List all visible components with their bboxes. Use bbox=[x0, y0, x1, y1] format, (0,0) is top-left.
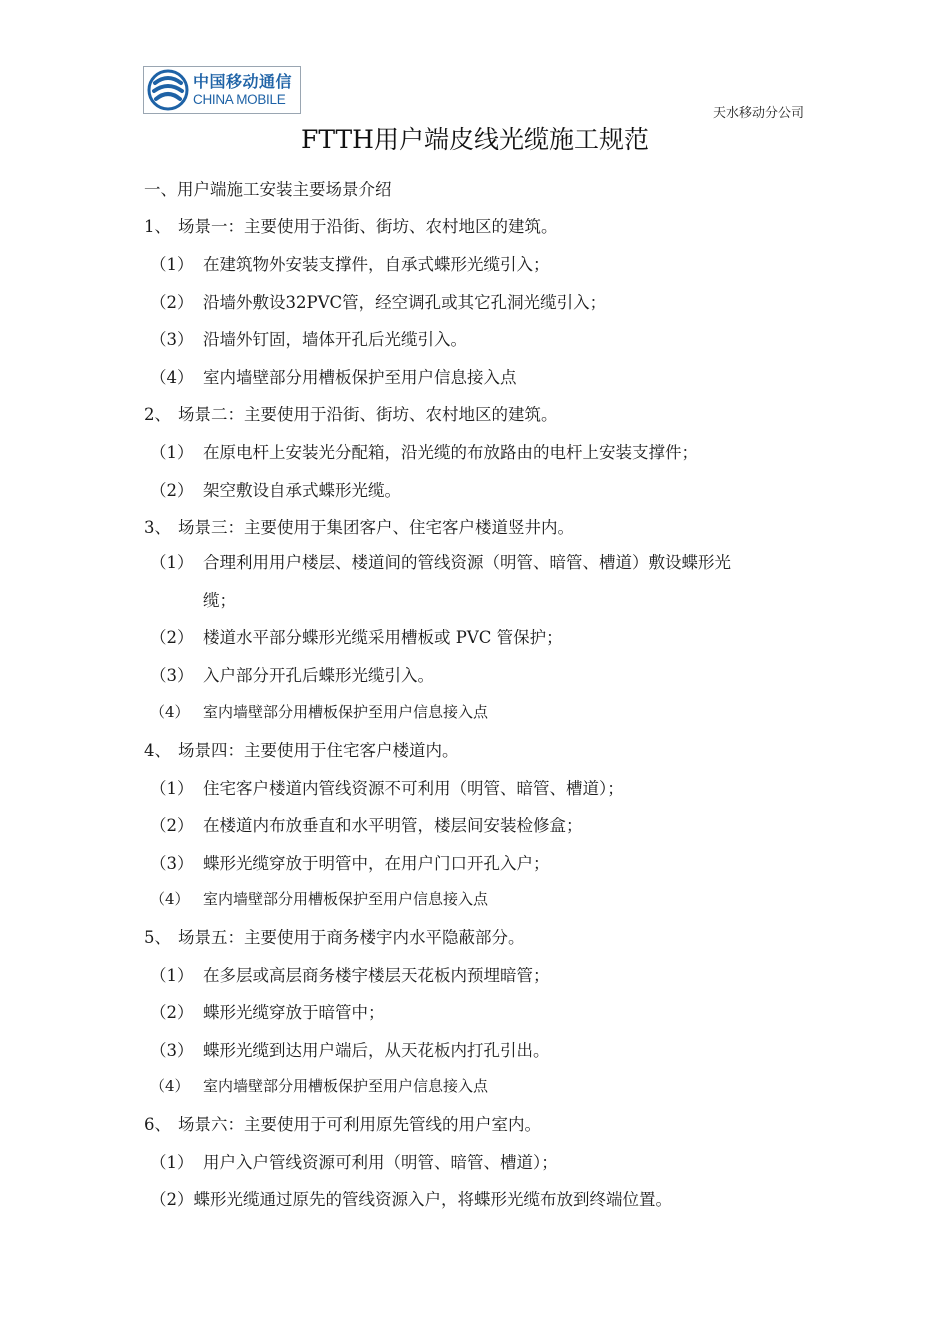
item-text: 沿墙外敷设32PVC管，经空调孔或其它孔洞光缆引入； bbox=[203, 293, 607, 312]
item-number: （2） bbox=[150, 481, 194, 500]
item-number: 3、 bbox=[144, 518, 171, 537]
item-number: 2、 bbox=[144, 405, 171, 424]
logo-chinese-text: 中国移动通信 bbox=[193, 71, 293, 91]
item-text: 入户部分开孔后蝶形光缆引入。 bbox=[203, 666, 434, 685]
item-text: 室内墙壁部分用槽板保护至用户信息接入点 bbox=[203, 368, 517, 387]
item-number: 4、 bbox=[144, 741, 171, 760]
item-text: 沿墙外钉固，墙体开孔后光缆引入。 bbox=[203, 330, 467, 349]
item-number: 1、 bbox=[144, 217, 171, 236]
item-text: 住宅客户楼道内管线资源不可利用（明管、暗管、槽道）； bbox=[203, 779, 624, 798]
item-number: （1） bbox=[150, 553, 194, 572]
item-text: 架空敷设自承式蝶形光缆。 bbox=[203, 481, 401, 500]
item-text: 场景六：主要使用于可利用原先管线的用户室内。 bbox=[178, 1115, 541, 1134]
item-number: （3） bbox=[150, 1041, 194, 1060]
item-text: 蝶形光缆到达用户端后，从天花板内打孔引出。 bbox=[203, 1041, 550, 1060]
item-text: 蝶形光缆穿放于暗管中； bbox=[203, 1003, 385, 1022]
item-text: 场景四：主要使用于住宅客户楼道内。 bbox=[178, 741, 459, 760]
item-text: 室内墙壁部分用槽板保护至用户信息接入点 bbox=[203, 703, 489, 721]
item-text: 合理利用用户楼层、楼道间的管线资源（明管、暗管、槽道）敷设蝶形光 bbox=[203, 553, 731, 572]
item-number: （1） bbox=[150, 966, 194, 985]
item-text: 在多层或高层商务楼宇楼层天花板内预埋暗管； bbox=[203, 966, 550, 985]
item-text: 室内墙壁部分用槽板保护至用户信息接入点 bbox=[203, 1077, 489, 1095]
item-text: 场景五：主要使用于商务楼宇内水平隐蔽部分。 bbox=[178, 928, 525, 947]
item-number: （4） bbox=[150, 703, 190, 721]
company-name: 天水移动分公司 bbox=[712, 106, 804, 121]
china-mobile-logo bbox=[143, 66, 301, 114]
item-number: （2） bbox=[150, 628, 194, 647]
item-number: （1） bbox=[150, 779, 194, 798]
item-text: （2）蝶形光缆通过原先的管线资源入户，将蝶形光缆布放到终端位置。 bbox=[150, 1190, 672, 1209]
item-text: 一、用户端施工安装主要场景介绍 bbox=[144, 180, 392, 199]
item-text: 蝶形光缆穿放于明管中，在用户门口开孔入户； bbox=[203, 854, 550, 873]
item-number: （1） bbox=[150, 1153, 194, 1172]
item-number: （3） bbox=[150, 666, 194, 685]
item-number: （3） bbox=[150, 854, 194, 873]
item-number: （2） bbox=[150, 1003, 194, 1022]
item-text: 在楼道内布放垂直和水平明管，楼层间安装检修盒； bbox=[203, 816, 583, 835]
item-text: 室内墙壁部分用槽板保护至用户信息接入点 bbox=[203, 890, 489, 908]
item-number: （2） bbox=[150, 816, 194, 835]
china-mobile-emblem-icon bbox=[147, 69, 189, 111]
logo-english-text: CHINA MOBILE bbox=[193, 91, 286, 107]
item-text: 用户入户管线资源可利用（明管、暗管、槽道）； bbox=[203, 1153, 558, 1172]
item-number: （3） bbox=[150, 330, 194, 349]
item-number: （4） bbox=[150, 368, 194, 387]
item-text: 在原电杆上安装光分配箱，沿光缆的布放路由的电杆上安装支撑件； bbox=[203, 443, 698, 462]
item-number: 5、 bbox=[144, 928, 171, 947]
item-text: 场景一：主要使用于沿街、街坊、农村地区的建筑。 bbox=[178, 217, 558, 236]
item-text: 缆； bbox=[203, 591, 236, 610]
item-text: 楼道水平部分蝶形光缆采用槽板或 PVC 管保护； bbox=[203, 628, 563, 647]
item-text: 场景二：主要使用于沿街、街坊、农村地区的建筑。 bbox=[178, 405, 558, 424]
item-text: 在建筑物外安装支撑件，自承式蝶形光缆引入； bbox=[203, 255, 550, 274]
item-number: （2） bbox=[150, 293, 194, 312]
item-number: （4） bbox=[150, 1077, 190, 1095]
item-number: （1） bbox=[150, 443, 194, 462]
item-number: （1） bbox=[150, 255, 194, 274]
item-number: 6、 bbox=[144, 1115, 171, 1134]
item-text: 场景三：主要使用于集团客户、住宅客户楼道竖井内。 bbox=[178, 518, 574, 537]
document-title: FTTH用户端皮线光缆施工规范 bbox=[301, 125, 649, 154]
item-number: （4） bbox=[150, 890, 190, 908]
